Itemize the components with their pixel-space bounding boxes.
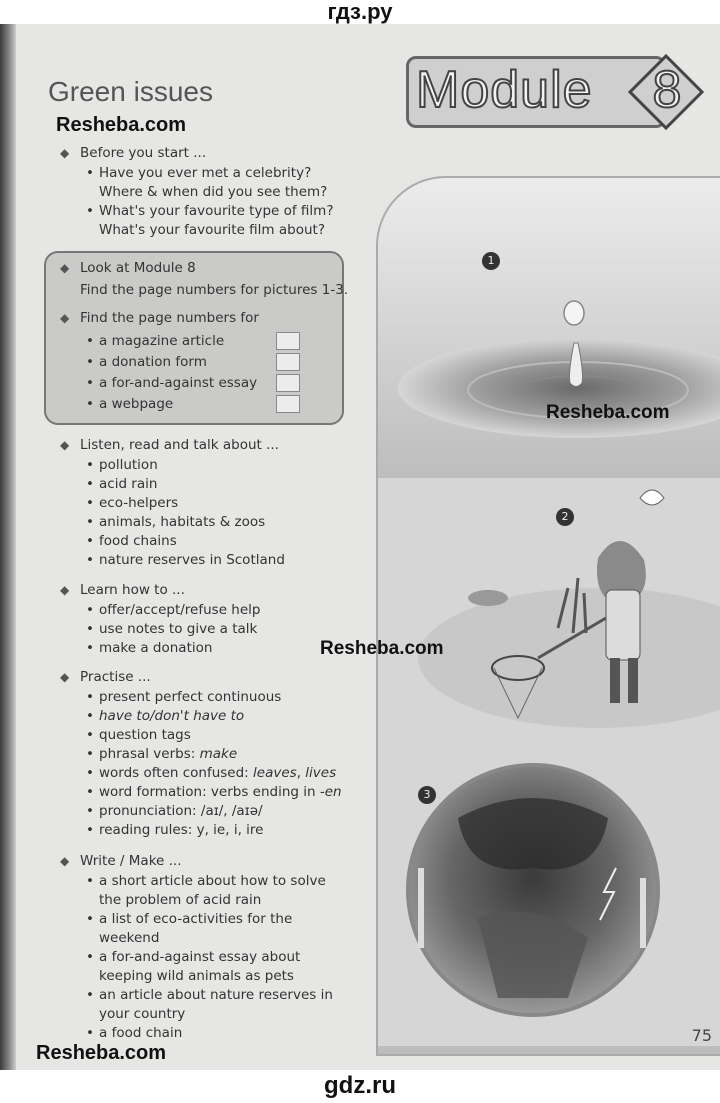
list-item: • a short article about how to solve [86, 873, 326, 889]
bullet-icon: • [86, 803, 94, 819]
module-number: 8 [652, 61, 682, 119]
list-item: • make a donation [86, 640, 213, 656]
bullet-icon: • [86, 457, 94, 473]
textbook-page [0, 24, 720, 1070]
bullet-icon: • [86, 822, 94, 838]
site-footer: gdz.ru [324, 1072, 396, 1099]
list-item: • animals, habitats & zoos [86, 514, 266, 530]
diamond-bullet-icon: ◆ [60, 311, 70, 325]
list-item: • question tags [86, 727, 191, 743]
bullet-icon: • [86, 602, 94, 618]
section-listen-read-talk [60, 434, 285, 570]
section-heading: Practise ... [80, 669, 151, 685]
bullet-icon: • [86, 333, 94, 349]
bullet-icon: • [86, 987, 94, 1003]
diamond-bullet-icon: ◆ [60, 261, 70, 275]
section-before-you-start [60, 142, 334, 240]
list-item: • a for-and-against essay about [86, 949, 301, 965]
site-header: гдз.ру [327, 0, 393, 24]
list-item: • nature reserves in Scotland [86, 552, 285, 568]
list-item: • food chains [86, 533, 177, 549]
list-item: • reading rules: y, ie, i, ire [86, 822, 264, 838]
watermark-bottom: Resheba.com [36, 1042, 167, 1064]
book-spine [0, 24, 16, 1070]
bullet-icon: • [86, 1025, 94, 1041]
list-item: • phrasal verbs: make [86, 746, 238, 762]
page-number-box[interactable] [276, 332, 300, 350]
pictures-illustration [378, 178, 720, 1056]
list-item: • a list of eco-activities for the [86, 911, 293, 927]
bullet-icon: • [86, 375, 94, 391]
list-item: • eco-helpers [86, 495, 179, 511]
list-item: Where & when did you see them? [99, 184, 328, 200]
page-number-box[interactable] [276, 395, 300, 413]
list-item: • What's your favourite type of film? [86, 203, 334, 219]
module-word: Module [416, 61, 593, 119]
bullet-icon: • [86, 203, 94, 219]
bullet-icon: • [86, 727, 94, 743]
bullet-icon: • [86, 746, 94, 762]
look-instruction: Find the page numbers for pictures 1-3. [80, 282, 349, 298]
diamond-bullet-icon: ◆ [60, 438, 70, 452]
section-write-make [60, 850, 333, 1043]
bullet-icon: • [86, 165, 94, 181]
bullet-icon: • [86, 533, 94, 549]
list-item: • pollution [86, 457, 158, 473]
page-number-box[interactable] [276, 353, 300, 371]
section-heading: Look at Module 8 [80, 260, 196, 276]
section-heading: Write / Make ... [80, 853, 182, 869]
list-item: • word formation: verbs ending in -en [86, 784, 342, 800]
diamond-bullet-icon: ◆ [60, 854, 70, 868]
list-item: your country [99, 1006, 186, 1022]
diamond-bullet-icon: ◆ [60, 670, 70, 684]
list-item: • Have you ever met a celebrity? [86, 165, 312, 181]
list-item: the problem of acid rain [99, 892, 262, 908]
section-heading: Learn how to ... [80, 582, 185, 598]
bullet-icon: • [86, 495, 94, 511]
bullet-icon: • [86, 911, 94, 927]
bullet-icon: • [86, 354, 94, 370]
picture-number: 3 [418, 786, 436, 804]
list-item: What's your favourite film about? [99, 222, 325, 238]
list-item: • present perfect continuous [86, 689, 282, 705]
bullet-icon: • [86, 873, 94, 889]
section-practise [60, 666, 342, 840]
bullet-icon: • [86, 514, 94, 530]
bullet-icon: • [86, 708, 94, 724]
list-item: • use notes to give a talk [86, 621, 258, 637]
picture-number: 1 [482, 252, 500, 270]
watermark-center: Resheba.com [320, 638, 444, 659]
section-heading: Find the page numbers for [80, 310, 259, 326]
list-item: • a magazine article [86, 331, 348, 352]
list-item: • a webpage [86, 394, 348, 415]
list-item: • have to/don't have to [86, 708, 245, 724]
bullet-icon: • [86, 765, 94, 781]
watermark-top: Resheba.com [56, 114, 187, 136]
bullet-icon: • [86, 689, 94, 705]
list-item: • pronunciation: /aɪ/, /aɪə/ [86, 803, 263, 819]
page-number-box[interactable] [276, 374, 300, 392]
pictures-panel [376, 176, 720, 1056]
list-item: • an article about nature reserves in [86, 987, 333, 1003]
section-learn-how-to [60, 579, 260, 658]
section-look-at-module [60, 257, 348, 415]
section-heading: Before you start ... [80, 145, 207, 161]
bullet-icon: • [86, 949, 94, 965]
diamond-bullet-icon: ◆ [60, 146, 70, 160]
picture-number: 2 [556, 508, 574, 526]
page-title: Green issues [48, 76, 213, 107]
watermark-middle: Resheba.com [546, 402, 670, 423]
list-item: • a food chain [86, 1025, 183, 1041]
list-item: • a donation form [86, 352, 348, 373]
bullet-icon: • [86, 476, 94, 492]
list-item: • a for-and-against essay [86, 373, 348, 394]
list-item: • words often confused: leaves, lives [86, 765, 337, 781]
page-number: 75 [691, 1026, 712, 1045]
list-item: weekend [99, 930, 160, 946]
bullet-icon: • [86, 784, 94, 800]
bullet-icon: • [86, 640, 94, 656]
bullet-icon: • [86, 621, 94, 637]
bullet-icon: • [86, 552, 94, 568]
list-item: • offer/accept/refuse help [86, 602, 261, 618]
diamond-bullet-icon: ◆ [60, 583, 70, 597]
bullet-icon: • [86, 396, 94, 412]
list-item: • acid rain [86, 476, 158, 492]
list-item: keeping wild animals as pets [99, 968, 294, 984]
section-heading: Listen, read and talk about ... [80, 437, 279, 453]
module-heading [406, 50, 712, 134]
